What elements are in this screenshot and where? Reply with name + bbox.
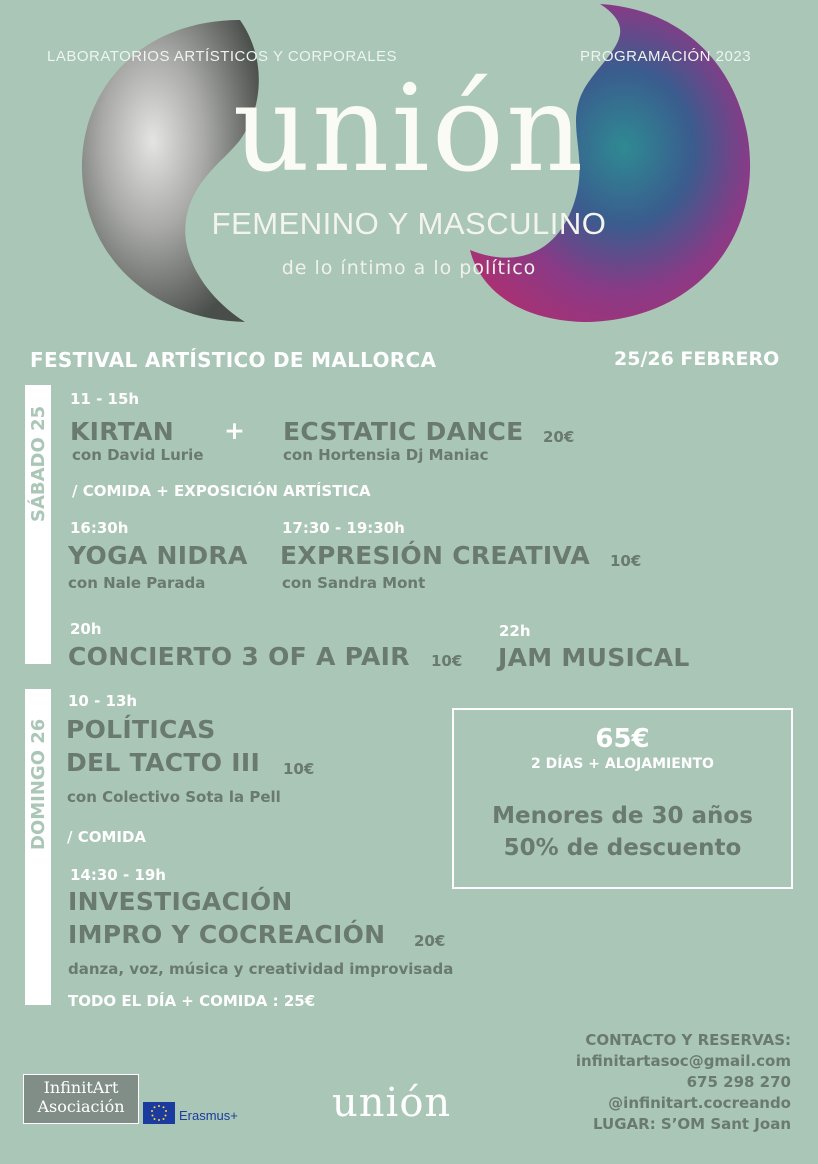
- sun-time-1: 10 - 13h: [68, 692, 138, 710]
- saturday-label: SÁBADO 25: [28, 405, 49, 522]
- sun-desc-investigacion: danza, voz, música y creatividad improvisada: [68, 960, 454, 978]
- page-subtitle: FEMENINO Y MASCULINO: [211, 206, 607, 241]
- sun-act-investigacion-1: INVESTIGACIÓN: [68, 887, 293, 916]
- sat-price-expresion: 10€: [610, 552, 642, 570]
- contact-place: LUGAR: S’OM Sant Joan: [593, 1115, 791, 1133]
- sun-note-1: / COMIDA: [67, 828, 147, 846]
- sat-host-yoga: con Nale Parada: [68, 574, 206, 592]
- sat-price-concierto: 10€: [431, 652, 463, 670]
- page-title: unión: [232, 60, 586, 199]
- offer-price: 65€: [595, 724, 650, 754]
- sat-act-yoga: YOGA NIDRA: [68, 541, 248, 570]
- sun-price-investigacion: 20€: [414, 932, 446, 950]
- sunday-label: DOMINGO 26: [28, 718, 49, 850]
- logo-line-2: Asociación: [37, 1097, 125, 1116]
- sat-host-expresion: con Sandra Mont: [282, 574, 426, 592]
- sat-note-1: / COMIDA + EXPOSICIÓN ARTÍSTICA: [72, 482, 371, 500]
- sat-time-4: 20h: [70, 620, 102, 638]
- offer-box: [452, 708, 793, 889]
- sat-act-concierto: CONCIERTO 3 OF A PAIR: [68, 642, 410, 671]
- offer-sub: 2 DÍAS + ALOJAMIENTO: [531, 756, 714, 772]
- tagline: de lo íntimo a lo político: [281, 257, 537, 279]
- offer-promo-2: 50% de descuento: [503, 835, 742, 862]
- header-top-right: PROGRAMACIÓN 2023: [580, 48, 752, 65]
- contact-email[interactable]: infinitartasoc@gmail.com: [575, 1052, 791, 1070]
- festival-dates: 25/26 FEBRERO: [614, 348, 780, 370]
- sat-act-jam: JAM MUSICAL: [498, 643, 690, 672]
- festival-name: FESTIVAL ARTÍSTICO DE MALLORCA: [30, 348, 437, 372]
- sat-act-kirtan: KIRTAN: [70, 417, 174, 446]
- sun-note-2: TODO EL DÍA + COMIDA : 25€: [68, 992, 316, 1010]
- sat-price-ecstatic: 20€: [543, 428, 575, 446]
- sun-time-2: 14:30 - 19h: [70, 866, 166, 884]
- offer-promo-1: Menores de 30 años: [492, 803, 753, 829]
- sat-act-ecstatic: ECSTATIC DANCE: [283, 417, 524, 446]
- eu-flag-icon: [143, 1102, 175, 1124]
- logo-line-1: InfinitArt: [43, 1078, 119, 1097]
- sat-host-ecstatic: con Hortensia Dj Maniac: [283, 446, 489, 464]
- sun-act-investigacion-2: IMPRO Y COCREACIÓN: [68, 920, 386, 949]
- sat-time-5: 22h: [499, 622, 531, 640]
- sat-time-2: 16:30h: [70, 519, 129, 537]
- sun-act-politicas-2: DEL TACTO III: [66, 748, 261, 777]
- contact-block: [491, 1030, 791, 1135]
- sat-host-kirtan: con David Lurie: [72, 446, 204, 464]
- contact-phone[interactable]: 675 298 270: [686, 1073, 791, 1091]
- sun-act-politicas-1: POLÍTICAS: [66, 715, 216, 744]
- sun-price-politicas: 10€: [283, 760, 315, 778]
- sat-time-1: 11 - 15h: [70, 390, 140, 408]
- footer-union-logo: unión: [332, 1080, 452, 1126]
- sat-time-3: 17:30 - 19:30h: [282, 519, 405, 537]
- sat-act-expresion: EXPRESIÓN CREATIVA: [280, 541, 591, 570]
- sun-host-politicas: con Colectivo Sota la Pell: [67, 788, 281, 806]
- contact-social[interactable]: @infinitart.cocreando: [608, 1094, 791, 1112]
- header-top-left: LABORATORIOS ARTÍSTICOS Y CORPORALES: [47, 48, 398, 65]
- plus-sign: +: [224, 416, 245, 445]
- contact-heading: CONTACTO Y RESERVAS:: [585, 1031, 791, 1049]
- infinitart-logo: [23, 1074, 139, 1124]
- erasmus-label: Erasmus+: [179, 1108, 238, 1123]
